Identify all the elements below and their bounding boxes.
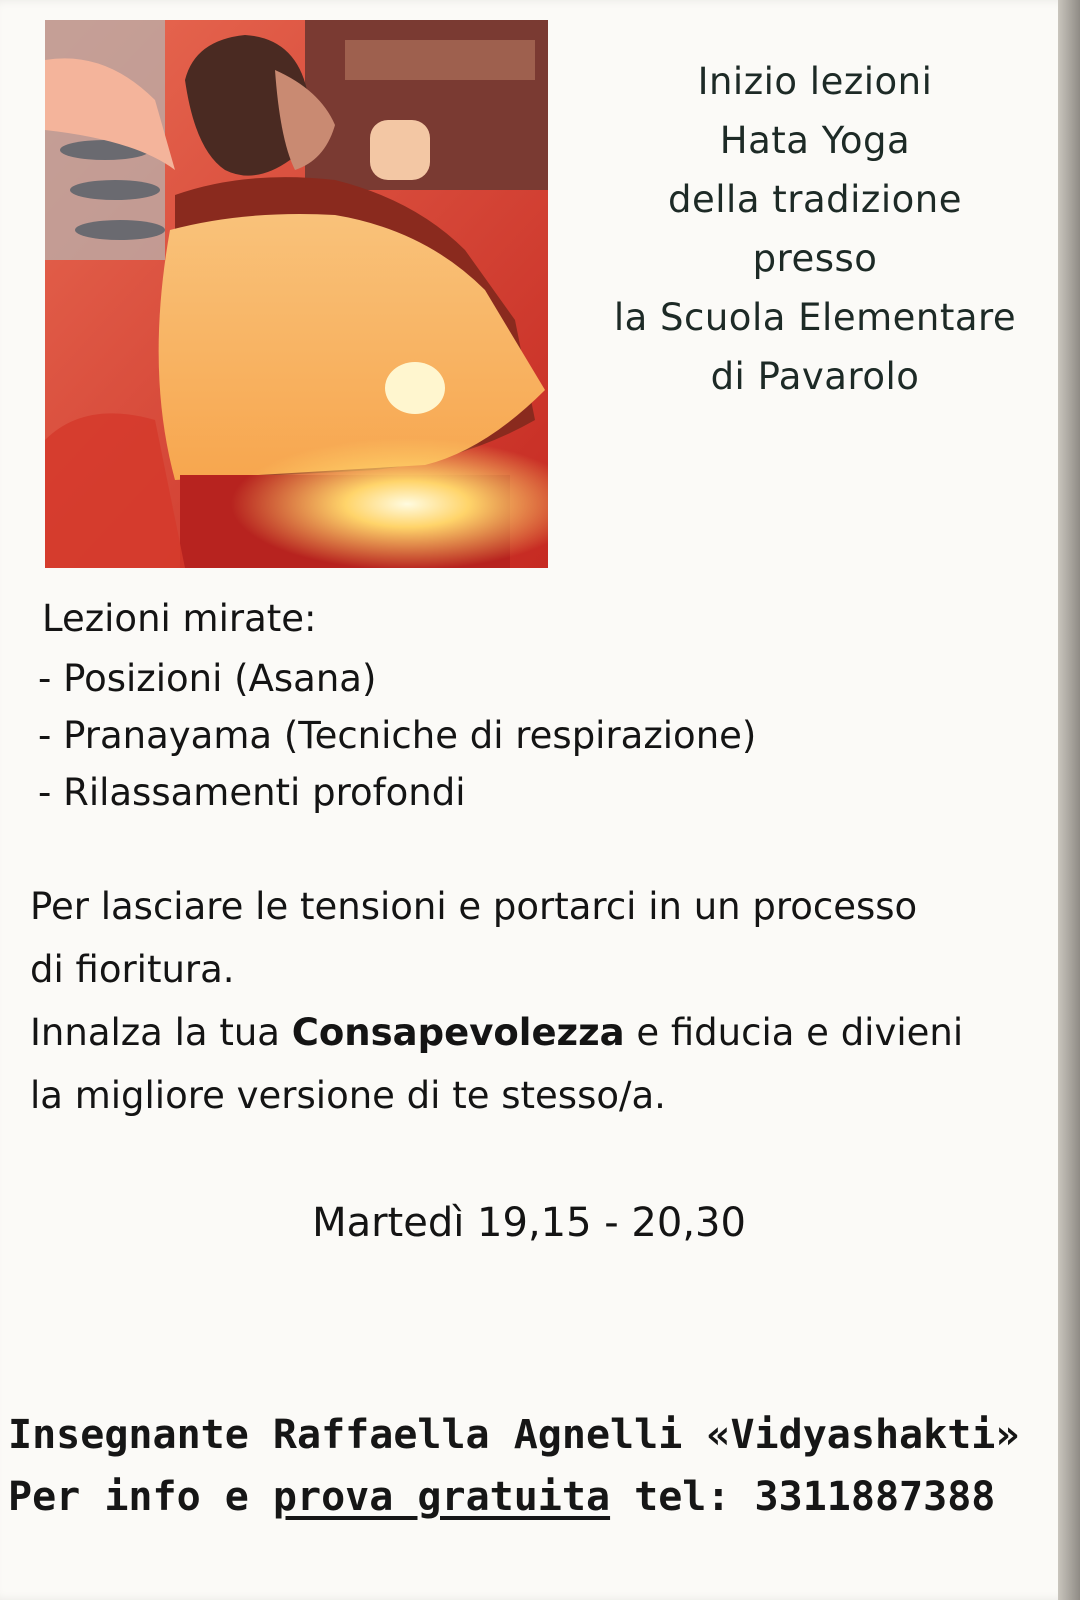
- title-line: la Scuola Elementare: [613, 296, 1017, 339]
- page-edge-shadow: [1058, 0, 1080, 1600]
- description-line: la migliore versione di te stesso/a.: [30, 1074, 666, 1117]
- announcement-title: [575, 52, 1055, 406]
- title-line: Hata Yoga: [719, 119, 911, 162]
- focus-list: [38, 650, 756, 821]
- schedule-text: Martedì 19,15 - 20,30: [312, 1200, 746, 1246]
- phone-text: tel: 3311887388: [610, 1474, 996, 1520]
- description-line: di fioritura.: [30, 948, 235, 991]
- title-line: di Pavarolo: [710, 355, 920, 398]
- title-line: presso: [752, 237, 878, 280]
- free-trial-text: prova gratuita: [272, 1474, 611, 1520]
- contact-line: [8, 1474, 995, 1520]
- emphasis-text: Consapevolezza: [291, 1011, 625, 1054]
- teacher-name: Insegnante Raffaella Agnelli «Vidyashakti»: [8, 1412, 1020, 1458]
- description-text: Innalza la tua: [30, 1011, 292, 1054]
- description-line: Per lasciare le tensioni e portarci in un processo: [30, 885, 918, 928]
- description-text: e fiducia e divieni: [624, 1011, 964, 1054]
- focus-heading: Lezioni mirate:: [42, 597, 317, 640]
- description-paragraph: [30, 875, 1055, 1127]
- list-item: - Rilassamenti profondi: [38, 771, 466, 814]
- contact-prefix: Per info e: [8, 1474, 273, 1520]
- yoga-teacher-photo: [45, 20, 548, 568]
- list-item: - Posizioni (Asana): [38, 657, 377, 700]
- title-line: Inizio lezioni: [697, 60, 933, 103]
- description-line: [30, 1001, 1055, 1064]
- list-item: - Pranayama (Tecniche di respirazione): [38, 714, 757, 757]
- title-line: della tradizione: [668, 178, 962, 221]
